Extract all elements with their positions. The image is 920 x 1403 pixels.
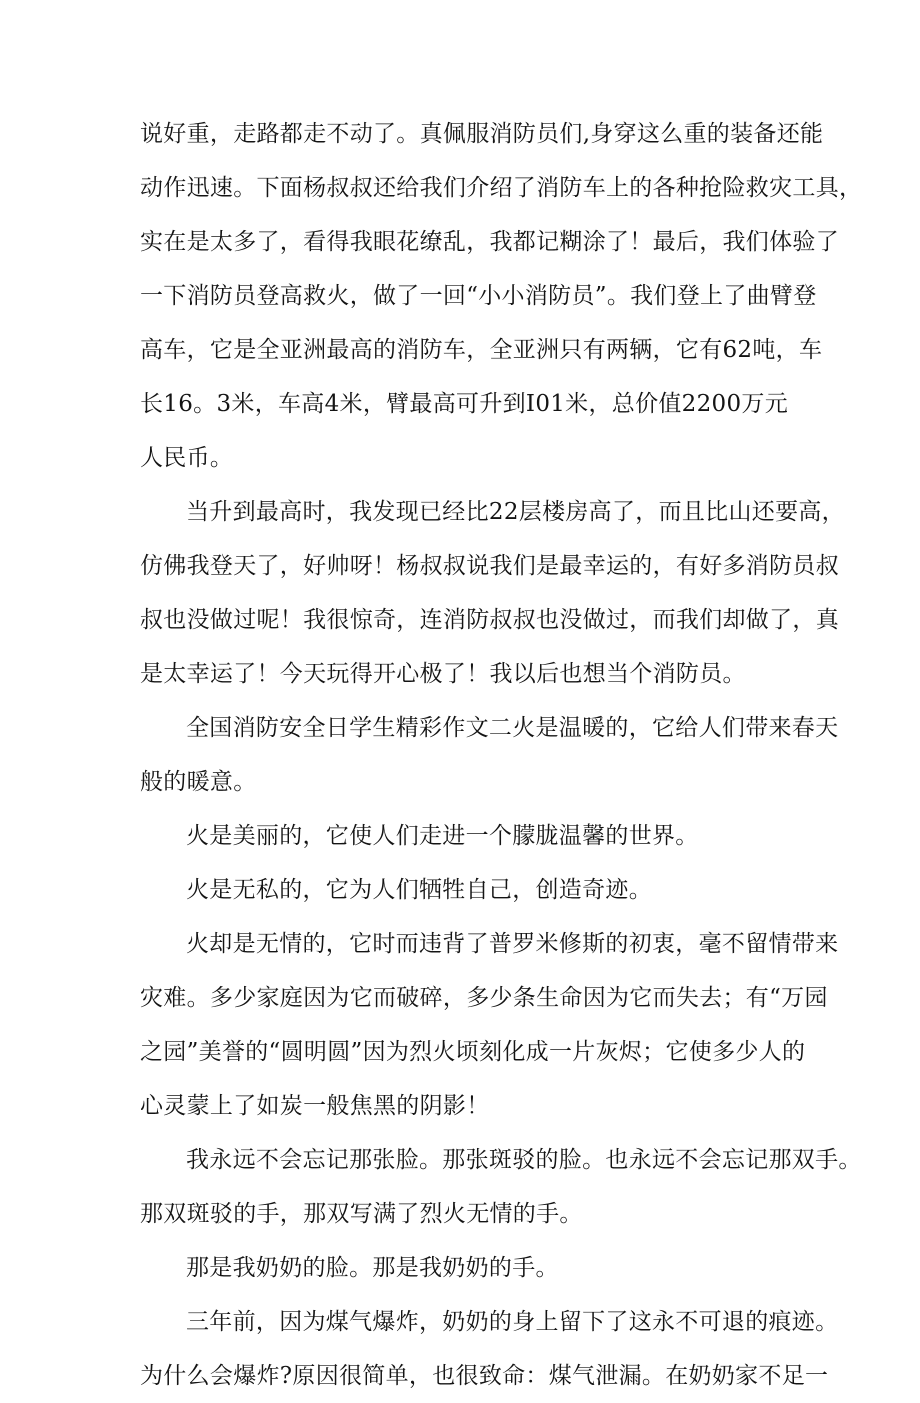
text-line: 般的暖意。 xyxy=(140,769,257,795)
text-line: 仿佛我登天了，好帅呀！杨叔叔说我们是最幸运的，有好多消防员叔 xyxy=(140,553,839,579)
text-line: 是太幸运了！今天玩得开心极了！我以后也想当个消防员。 xyxy=(140,661,746,687)
essay-body xyxy=(140,107,863,1403)
text-line: 实在是太多了，看得我眼花缭乱，我都记糊涂了！最后，我们体验了 xyxy=(140,229,839,255)
paragraph-start-line: 三年前，因为煤气爆炸，奶奶的身上留下了这永不可退的痕迹。 xyxy=(186,1309,839,1335)
paragraph-start-line: 火是无私的，它为人们牺牲自己，创造奇迹。 xyxy=(186,877,652,903)
text-line: 人民币。 xyxy=(140,445,234,471)
text-line: 叔也没做过呢！我很惊奇，连消防叔叔也没做过，而我们却做了，真 xyxy=(140,607,839,633)
text-line: 心灵蒙上了如炭一般焦黑的阴影！ xyxy=(140,1093,490,1119)
paragraph-start-line: 那是我奶奶的脸。那是我奶奶的手。 xyxy=(186,1255,559,1281)
text-line: 为什么会爆炸?原因很简单，也很致命：煤气泄漏。在奶奶家不足一 xyxy=(140,1363,829,1389)
text-line: 动作迅速。下面杨叔叔还给我们介绍了消防车上的各种抢险救灾工具， xyxy=(140,175,863,201)
text-line: 长16。3米，车高4米，臂最高可升到I01米，总价值2200万元 xyxy=(140,391,789,417)
text-line: 那双斑驳的手，那双写满了烈火无情的手。 xyxy=(140,1201,583,1227)
paragraph-start-line: 火是美丽的，它使人们走进一个朦胧温馨的世界。 xyxy=(186,823,699,849)
paragraph-start-line: 全国消防安全日学生精彩作文二火是温暖的，它给人们带来春天 xyxy=(186,715,839,741)
text-line: 说好重，走路都走不动了。真佩服消防员们,身穿这么重的装备还能 xyxy=(140,121,824,147)
paragraph-start-line: 我永远不会忘记那张脸。那张斑驳的脸。也永远不会忘记那双手。 xyxy=(186,1147,862,1173)
text-line: 高车，它是全亚洲最高的消防车，全亚洲只有两辆，它有62吨，车 xyxy=(140,337,823,363)
paragraph-start-line: 当升到最高时，我发现已经比22层楼房高了，而且比山还要高， xyxy=(186,499,845,525)
text-line: 之园”美誉的“圆明圆”因为烈火顷刻化成一片灰烬；它使多少人的 xyxy=(140,1039,806,1065)
text-line: 灾难。多少家庭因为它而破碎，多少条生命因为它而失去；有“万园 xyxy=(140,985,828,1011)
paragraph-start-line: 火却是无情的，它时而违背了普罗米修斯的初衷，毫不留情带来 xyxy=(186,931,839,957)
text-line: 一下消防员登高救火，做了一回“小小消防员”。我们登上了曲臂登 xyxy=(140,283,817,309)
